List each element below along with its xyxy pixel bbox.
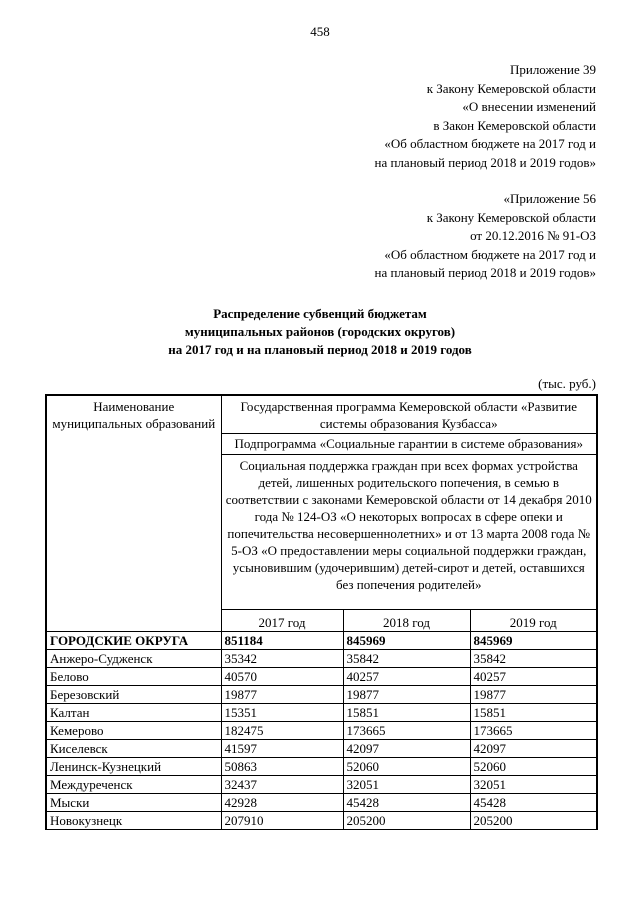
table-row xyxy=(46,668,597,686)
value-2018: 15851 xyxy=(343,704,470,722)
table-row xyxy=(46,776,597,794)
value-2019: 42097 xyxy=(470,740,597,758)
subprogram-header: Подпрограмма «Социальные гарантии в системе образования» xyxy=(221,434,597,455)
document-title xyxy=(0,305,640,359)
row-name: Киселевск xyxy=(46,740,221,758)
year-header-2017: 2017 год xyxy=(221,610,343,632)
table-row xyxy=(46,686,597,704)
table-row xyxy=(46,704,597,722)
value-2018: 45428 xyxy=(343,794,470,812)
value-2017: 50863 xyxy=(221,758,343,776)
value-2019: 45428 xyxy=(470,794,597,812)
value-2018: 845969 xyxy=(343,632,470,650)
value-2018: 42097 xyxy=(343,740,470,758)
appendix-56-line: «Приложение 56 xyxy=(503,191,596,206)
appendix-39-line: «О внесении изменений xyxy=(462,99,596,114)
appendix-56-line: «Об областном бюджете на 2017 год и xyxy=(384,246,596,262)
row-name: ГОРОДСКИЕ ОКРУГА xyxy=(46,632,221,650)
value-2017: 32437 xyxy=(221,776,343,794)
table-row xyxy=(46,794,597,812)
row-name: Белово xyxy=(46,668,221,686)
value-2019: 52060 xyxy=(470,758,597,776)
title-line: Распределение субвенций бюджетам xyxy=(213,306,427,321)
measure-header: Социальная поддержка граждан при всех формах устройства детей, лишенных родительского попечения, в семью в соответствии с законами Кемеровской области от 14 декабря 2010 года № 124-ОЗ «О некоторых вопросах в сфере опеки и попечительства несовершеннолетних» и от 13 марта 2008 года № 5-ОЗ «О предоставлении меры социальной поддержки граждан, усыновившим (удочерившим) детей-сирот и детей, оставшихся без попечения родителей» xyxy=(221,455,597,610)
appendix-39-line: к Закону Кемеровской области xyxy=(426,80,596,96)
value-2017: 35342 xyxy=(221,650,343,668)
table-row xyxy=(46,740,597,758)
title-line: муниципальных районов (городских округов) xyxy=(184,324,456,339)
value-2017: 40570 xyxy=(221,668,343,686)
value-2017: 19877 xyxy=(221,686,343,704)
appendix-56-line: к Закону Кемеровской области xyxy=(426,209,596,225)
value-2017: 182475 xyxy=(221,722,343,740)
appendix-56-line: на плановый период 2018 и 2019 годов» xyxy=(374,265,596,280)
table-row-total xyxy=(46,632,597,650)
value-2018: 32051 xyxy=(343,776,470,794)
value-2017: 15351 xyxy=(221,704,343,722)
value-2019: 35842 xyxy=(470,650,597,668)
table-row xyxy=(46,758,597,776)
row-name: Междуреченск xyxy=(46,776,221,794)
value-2017: 42928 xyxy=(221,794,343,812)
title-line: на 2017 год и на плановый период 2018 и 2019 годов xyxy=(168,342,472,357)
table-row xyxy=(46,650,597,668)
year-header-2019: 2019 год xyxy=(470,610,597,632)
appendix-39-line: в Закон Кемеровской области xyxy=(433,117,596,133)
row-name: Березовский xyxy=(46,686,221,704)
value-2017: 41597 xyxy=(221,740,343,758)
value-2019: 173665 xyxy=(470,722,597,740)
value-2018: 173665 xyxy=(343,722,470,740)
value-2018: 205200 xyxy=(343,812,470,830)
row-name: Калтан xyxy=(46,704,221,722)
row-name: Ленинск-Кузнецкий xyxy=(46,758,221,776)
value-2019: 32051 xyxy=(470,776,597,794)
value-2019: 845969 xyxy=(470,632,597,650)
value-2018: 35842 xyxy=(343,650,470,668)
subvention-table xyxy=(45,394,598,830)
row-name: Анжеро-Судженск xyxy=(46,650,221,668)
row-name: Мыски xyxy=(46,794,221,812)
name-column-header: Наименование муниципальных образований xyxy=(46,395,221,632)
units-label: (тыс. руб.) xyxy=(538,376,596,391)
value-2019: 19877 xyxy=(470,686,597,704)
value-2017: 207910 xyxy=(221,812,343,830)
appendix-39-line: Приложение 39 xyxy=(509,62,596,77)
value-2018: 40257 xyxy=(343,668,470,686)
value-2018: 52060 xyxy=(343,758,470,776)
row-name: Кемерово xyxy=(46,722,221,740)
value-2019: 205200 xyxy=(470,812,597,830)
appendix-39-heading xyxy=(375,61,597,172)
page-number: 458 xyxy=(310,24,330,39)
appendix-39-line: «Об областном бюджете на 2017 год и xyxy=(384,136,596,151)
appendix-56-heading xyxy=(375,190,597,283)
row-name: Новокузнецк xyxy=(46,812,221,830)
appendix-39-line: на плановый период 2018 и 2019 годов» xyxy=(374,154,596,170)
appendix-56-line: от 20.12.2016 № 91-ОЗ xyxy=(470,228,596,243)
table-row xyxy=(46,722,597,740)
value-2018: 19877 xyxy=(343,686,470,704)
table-row xyxy=(46,812,597,830)
value-2019: 15851 xyxy=(470,704,597,722)
value-2019: 40257 xyxy=(470,668,597,686)
year-header-2018: 2018 год xyxy=(343,610,470,632)
program-header: Государственная программа Кемеровской области «Развитие системы образования Кузбасса» xyxy=(221,395,597,434)
value-2017: 851184 xyxy=(221,632,343,650)
